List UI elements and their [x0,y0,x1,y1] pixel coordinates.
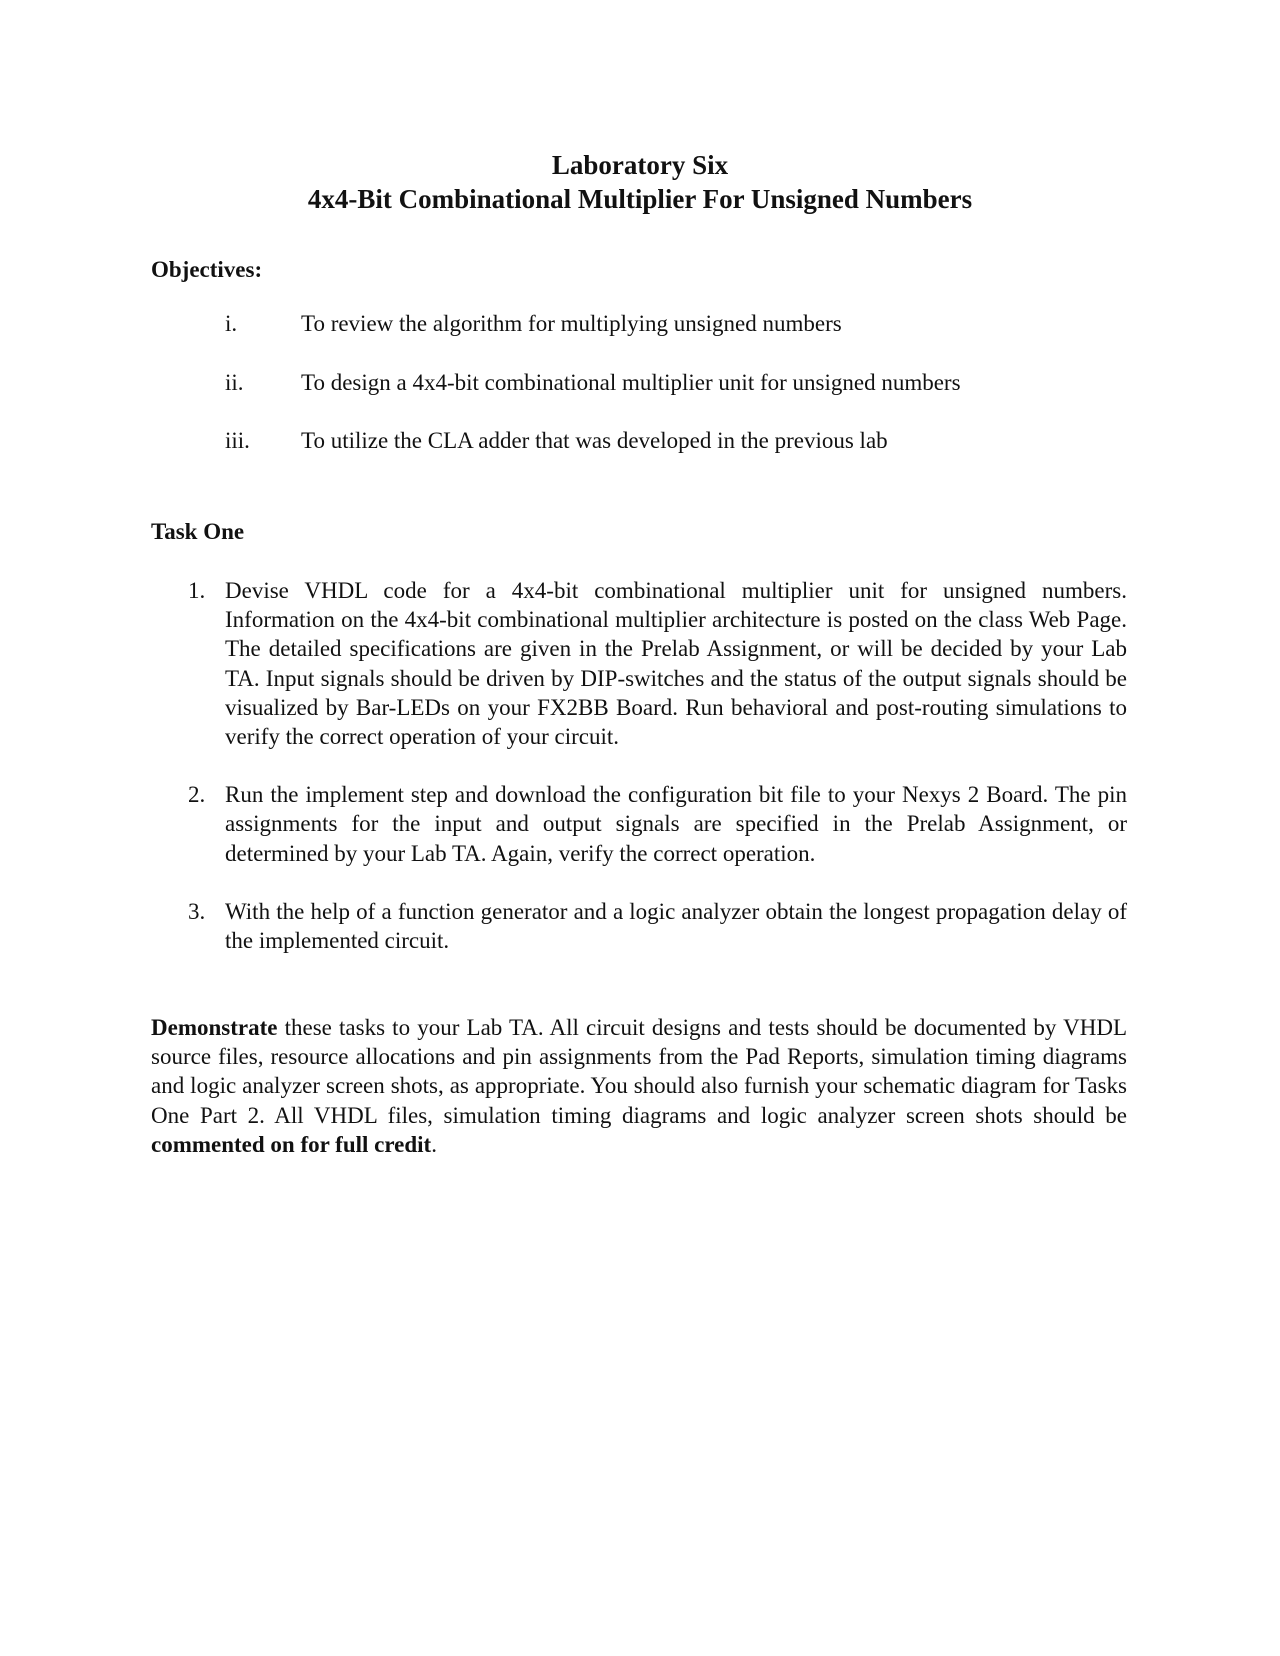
objective-item [0,310,1280,369]
objective-text: To review the algorithm for multiplying unsigned numbers [301,311,842,336]
objective-number: ii. [225,369,244,395]
objective-number: i. [225,311,238,336]
task-text: With the help of a function generator and a logic analyzer obtain the longest propagation delay of the implemented circuit. [225,898,1127,954]
task-one-heading: Task One [151,519,245,544]
task-text: Run the implement step and download the configuration bit file to your Nexys 2 Board. The pin assignments for the input and output signals are specified in the Prelab Assignment, or determined by your Lab TA. Again, verify the correct operation. [225,782,1127,866]
task-item [0,780,1280,868]
objective-item [0,369,1280,428]
task-one-list [0,576,1280,984]
objectives-heading: Objectives: [151,257,263,282]
task-number: 1. [188,578,206,603]
objective-item [0,427,1280,486]
objective-text: To design a 4x4-bit combinational multiplier unit for unsigned numbers [301,369,961,395]
task-text: Devise VHDL code for a 4x4-bit combinational multiplier unit for unsigned numbers. Information on the 4x4-bit combinational multiplier architecture is posted on the class Web Page. The detailed specifications are given in the Prelab Assignment, or will be decided by your Lab TA. Input signals should be driven by DIP-switches and the status of the output signals should be visualized by Bar-LEDs on your FX2BB Board. Run behavioral and post-routing simulations to verify the correct operation of your circuit. [225,578,1127,750]
title-line-1: Laboratory Six [551,150,729,180]
demonstrate-body: these tasks to your Lab TA. All circuit designs and tests should be documented by VHDL source files, resource allocations and pin assignments from the Pad Reports, simulation timing diagrams and logic analyzer screen shots, as appropriate. You should also furnish your schematic diagram for Tasks One Part 2. All VHDL files, simulation timing diagrams and logic analyzer screen shots should be [151,1015,1127,1128]
objectives-list [0,310,1280,486]
objective-number: iii. [225,428,250,453]
demonstrate-end: . [431,1131,437,1157]
task-item [0,576,1280,751]
task-number: 3. [188,898,206,924]
task-item [0,897,1280,955]
demonstrate-emphasis: commented on for full credit [151,1131,432,1157]
demonstrate-paragraph [151,1013,1127,1159]
demonstrate-lead: Demonstrate [151,1015,278,1040]
document-title [0,148,1280,216]
objective-text: To utilize the CLA adder that was developed in the previous lab [301,428,888,453]
task-number: 2. [188,782,206,808]
title-line-2: 4x4-Bit Combinational Multiplier For Unsigned Numbers [307,184,973,214]
